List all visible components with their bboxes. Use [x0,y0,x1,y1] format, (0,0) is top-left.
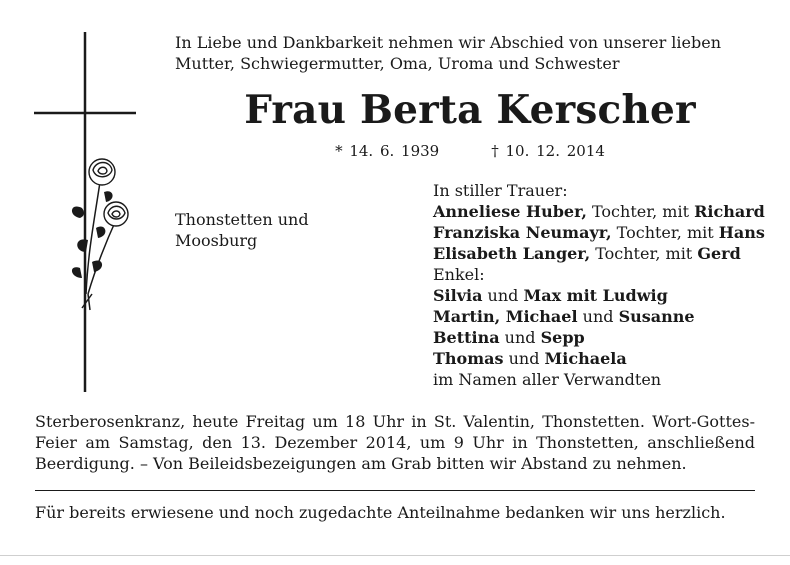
mourner-line [433,306,768,327]
mourner-line [433,264,768,285]
mourner-line [433,285,768,306]
place-of-mourning [175,209,309,251]
mourner-name: Bettina [433,328,500,347]
mourning-heading: In stiller Trauer: [433,181,568,200]
place-line: Thonstetten und [175,210,309,229]
mourner-relation: Tochter, mit [611,223,719,242]
thanks-text: Für bereits erwiesene und noch zugedachte Anteilnahme bedanken wir uns herzlich. [35,503,726,522]
life-dates [175,141,765,161]
mourner-name: Martin, Michael [433,307,578,326]
intro-line-1: In Liebe und Dankbarkeit nehmen wir Abschied von unserer lieben [175,33,722,52]
mourner-relation: und [577,307,619,326]
mourner-name: Silvia [433,286,483,305]
mourner-name: Michaela [544,349,627,368]
bottom-border [0,555,790,556]
mourner-name: Susanne [618,307,695,326]
deceased-name: Frau Berta Kerscher [244,87,696,133]
mourner-line [433,222,768,243]
mourner-name: Gerd [697,244,741,263]
mourner-name: Franziska Neumayr, [433,223,612,242]
mourner-name: Elisabeth Langer, [433,244,591,263]
mourners-list [433,180,768,390]
mourner-line [433,369,768,390]
death-date: † 10. 12. 2014 [491,142,605,160]
mourner-line [433,201,768,222]
mourner-relation: im Namen aller Verwandten [433,370,662,389]
mourner-name: Max mit Ludwig [523,286,668,305]
mourner-relation: und [503,349,545,368]
mourner-name: Hans [718,223,765,242]
mourner-line [433,327,768,348]
birth-date: * 14. 6. 1939 [335,142,440,160]
mourner-name: Richard [694,202,765,221]
mourner-relation: Tochter, mit [586,202,695,221]
cross-with-roses-icon [30,32,140,392]
mourner-line [433,348,768,369]
place-line: Moosburg [175,231,258,250]
mourner-relation: Enkel: [433,265,485,284]
mourner-relation: und [499,328,541,347]
divider [35,490,755,491]
mourner-relation: Tochter, mit [590,244,698,263]
mourner-line [433,243,768,264]
intro-line-2: Mutter, Schwiegermutter, Oma, Uroma und Schwester [175,54,620,73]
funeral-notice: Sterberosenkranz, heute Freitag um 18 Uhr in St. Valentin, Thonstetten. Wort-Gottes-Feier am Samstag, den 13. Dezember 2014, um 9 Uhr in Thonstetten, anschließend Beerdigung. – Von Beileidsbezeigungen am Grab bitten wir Abstand zu nehmen. [35,412,755,473]
intro-text [175,32,765,74]
mourner-name: Anneliese Huber, [433,202,587,221]
mourner-name: Sepp [540,328,585,347]
mourner-name: Thomas [433,349,504,368]
mourner-relation: und [482,286,524,305]
